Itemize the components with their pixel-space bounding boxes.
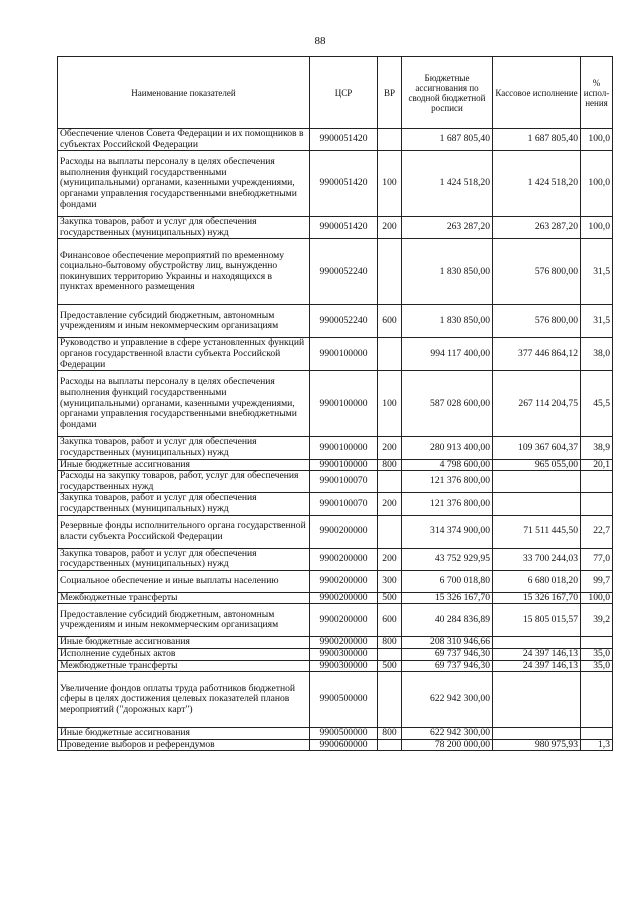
cell-pct xyxy=(581,471,613,493)
cell-csr: 9900500000 xyxy=(310,672,378,728)
cell-assigned: 40 284 836,89 xyxy=(402,604,493,637)
table-row xyxy=(58,739,613,751)
table-row xyxy=(58,648,613,660)
cell-assigned: 1 424 518,20 xyxy=(402,151,493,217)
cell-csr: 9900100070 xyxy=(310,471,378,493)
cell-cash xyxy=(493,672,581,728)
cell-assigned: 994 117 400,00 xyxy=(402,338,493,371)
table-row xyxy=(58,217,613,239)
cell-cash: 24 397 146,13 xyxy=(493,648,581,660)
table-header-row xyxy=(58,57,613,129)
cell-vr: 800 xyxy=(378,637,402,649)
table-row xyxy=(58,548,613,570)
cell-name: Расходы на выплаты персоналу в целях обеспечения выполнения функций государственными (муниципальными) органами, казенными учреждениями, органами управления государственными внебюджетными фондами xyxy=(58,371,310,437)
cell-pct: 20,1 xyxy=(581,459,613,471)
cell-cash: 15 805 015,57 xyxy=(493,604,581,637)
cell-csr: 9900100000 xyxy=(310,437,378,459)
cell-csr: 9900200000 xyxy=(310,570,378,592)
cell-cash: 263 287,20 xyxy=(493,217,581,239)
cell-pct: 100,0 xyxy=(581,129,613,151)
cell-cash: 267 114 204,75 xyxy=(493,371,581,437)
cell-vr xyxy=(378,672,402,728)
cell-csr: 9900051420 xyxy=(310,129,378,151)
cell-vr: 200 xyxy=(378,437,402,459)
cell-pct: 31,5 xyxy=(581,239,613,305)
cell-csr: 9900052240 xyxy=(310,305,378,338)
cell-csr: 9900600000 xyxy=(310,739,378,751)
cell-csr: 9900200000 xyxy=(310,548,378,570)
table-row xyxy=(58,604,613,637)
cell-cash: 576 800,00 xyxy=(493,239,581,305)
cell-name: Исполнение судебных актов xyxy=(58,648,310,660)
cell-assigned: 4 798 600,00 xyxy=(402,459,493,471)
header-name: Наименование показателей xyxy=(58,57,310,129)
table-row xyxy=(58,570,613,592)
table-row xyxy=(58,437,613,459)
cell-pct: 35,0 xyxy=(581,660,613,672)
cell-vr: 600 xyxy=(378,604,402,637)
cell-cash: 6 680 018,20 xyxy=(493,570,581,592)
cell-csr: 9900300000 xyxy=(310,648,378,660)
cell-vr xyxy=(378,739,402,751)
cell-vr: 200 xyxy=(378,217,402,239)
cell-pct xyxy=(581,493,613,515)
cell-pct: 31,5 xyxy=(581,305,613,338)
cell-cash: 1 424 518,20 xyxy=(493,151,581,217)
table-row xyxy=(58,493,613,515)
cell-pct: 100,0 xyxy=(581,151,613,217)
cell-pct xyxy=(581,672,613,728)
cell-pct: 1,3 xyxy=(581,739,613,751)
cell-cash: 377 446 864,12 xyxy=(493,338,581,371)
cell-pct xyxy=(581,637,613,649)
cell-csr: 9900200000 xyxy=(310,592,378,604)
cell-pct: 38,9 xyxy=(581,437,613,459)
cell-assigned: 6 700 018,80 xyxy=(402,570,493,592)
cell-name: Расходы на выплаты персоналу в целях обеспечения выполнения функций государственными (муниципальными) органами, казенными учреждениями, органами управления государственными внебюджетными фондами xyxy=(58,151,310,217)
cell-cash: 15 326 167,70 xyxy=(493,592,581,604)
cell-csr: 9900100000 xyxy=(310,338,378,371)
cell-pct: 45,5 xyxy=(581,371,613,437)
cell-vr: 100 xyxy=(378,151,402,217)
cell-name: Предоставление субсидий бюджетным, автономным учреждениям и иным некоммерческим организациям xyxy=(58,305,310,338)
cell-vr: 300 xyxy=(378,570,402,592)
cell-name: Проведение выборов и референдумов xyxy=(58,739,310,751)
cell-assigned: 622 942 300,00 xyxy=(402,728,493,740)
cell-name: Иные бюджетные ассигнования xyxy=(58,728,310,740)
cell-vr xyxy=(378,129,402,151)
cell-cash xyxy=(493,728,581,740)
cell-pct: 100,0 xyxy=(581,592,613,604)
cell-pct: 38,0 xyxy=(581,338,613,371)
cell-cash: 980 975,93 xyxy=(493,739,581,751)
cell-name: Межбюджетные трансферты xyxy=(58,660,310,672)
cell-name: Межбюджетные трансферты xyxy=(58,592,310,604)
cell-csr: 9900100000 xyxy=(310,371,378,437)
cell-csr: 9900200000 xyxy=(310,637,378,649)
cell-pct: 35,0 xyxy=(581,648,613,660)
header-cash: Кассовое исполнение xyxy=(493,57,581,129)
header-pct: % испол-нения xyxy=(581,57,613,129)
cell-name: Закупка товаров, работ и услуг для обеспечения государственных (муниципальных) нужд xyxy=(58,437,310,459)
cell-cash: 576 800,00 xyxy=(493,305,581,338)
cell-cash xyxy=(493,493,581,515)
cell-vr: 800 xyxy=(378,728,402,740)
cell-pct: 77,0 xyxy=(581,548,613,570)
cell-cash: 33 700 244,03 xyxy=(493,548,581,570)
cell-csr: 9900500000 xyxy=(310,728,378,740)
cell-vr xyxy=(378,515,402,548)
cell-assigned: 622 942 300,00 xyxy=(402,672,493,728)
cell-name: Обеспечение членов Совета Федерации и их помощников в субъектах Российской Федерации xyxy=(58,129,310,151)
cell-vr: 100 xyxy=(378,371,402,437)
cell-pct: 39,2 xyxy=(581,604,613,637)
table-row xyxy=(58,459,613,471)
cell-name: Предоставление субсидий бюджетным, автономным учреждениям и иным некоммерческим организациям xyxy=(58,604,310,637)
cell-name: Резервные фонды исполнительного органа государственной власти субъекта Российской Федерации xyxy=(58,515,310,548)
cell-vr: 600 xyxy=(378,305,402,338)
cell-name: Иные бюджетные ассигнования xyxy=(58,637,310,649)
cell-assigned: 69 737 946,30 xyxy=(402,648,493,660)
cell-csr: 9900200000 xyxy=(310,604,378,637)
table-row xyxy=(58,239,613,305)
cell-cash: 965 055,00 xyxy=(493,459,581,471)
page-number: 88 xyxy=(314,35,326,47)
cell-vr xyxy=(378,648,402,660)
cell-assigned: 15 326 167,70 xyxy=(402,592,493,604)
cell-cash: 1 687 805,40 xyxy=(493,129,581,151)
cell-assigned: 69 737 946,30 xyxy=(402,660,493,672)
cell-pct: 99,7 xyxy=(581,570,613,592)
cell-vr: 500 xyxy=(378,660,402,672)
cell-assigned: 587 028 600,00 xyxy=(402,371,493,437)
header-csr: ЦСР xyxy=(310,57,378,129)
cell-name: Финансовое обеспечение мероприятий по временному социально-бытовому обустройству лиц, вынужденно покинувших территорию Украины и находящихся в пунктах временного размещения xyxy=(58,239,310,305)
cell-name: Закупка товаров, работ и услуг для обеспечения государственных (муниципальных) нужд xyxy=(58,493,310,515)
cell-name: Руководство и управление в сфере установленных функций органов государственной власти субъекта Российской Федерации xyxy=(58,338,310,371)
cell-assigned: 121 376 800,00 xyxy=(402,493,493,515)
cell-csr: 9900052240 xyxy=(310,239,378,305)
cell-assigned: 314 374 900,00 xyxy=(402,515,493,548)
cell-name: Социальное обеспечение и иные выплаты населению xyxy=(58,570,310,592)
table-row xyxy=(58,151,613,217)
cell-vr xyxy=(378,239,402,305)
cell-cash: 71 511 445,50 xyxy=(493,515,581,548)
cell-name: Увеличение фондов оплаты труда работников бюджетной сферы в целях достижения целевых показателей планов мероприятий ("дорожных карт") xyxy=(58,672,310,728)
cell-pct: 100,0 xyxy=(581,217,613,239)
header-assigned: Бюджетные ассигнования по сводной бюджетной росписи xyxy=(402,57,493,129)
table-row xyxy=(58,672,613,728)
cell-csr: 9900100070 xyxy=(310,493,378,515)
header-vr: ВР xyxy=(378,57,402,129)
cell-assigned: 121 376 800,00 xyxy=(402,471,493,493)
cell-assigned: 263 287,20 xyxy=(402,217,493,239)
table-row xyxy=(58,129,613,151)
cell-vr: 800 xyxy=(378,459,402,471)
cell-cash: 24 397 146,13 xyxy=(493,660,581,672)
table-row xyxy=(58,660,613,672)
cell-assigned: 78 200 000,00 xyxy=(402,739,493,751)
cell-vr: 200 xyxy=(378,493,402,515)
cell-assigned: 1 687 805,40 xyxy=(402,129,493,151)
table-row xyxy=(58,515,613,548)
cell-assigned: 1 830 850,00 xyxy=(402,239,493,305)
table-row xyxy=(58,728,613,740)
cell-name: Закупка товаров, работ и услуг для обеспечения государственных (муниципальных) нужд xyxy=(58,217,310,239)
cell-name: Закупка товаров, работ и услуг для обеспечения государственных (муниципальных) нужд xyxy=(58,548,310,570)
table-body xyxy=(58,129,613,751)
cell-vr: 500 xyxy=(378,592,402,604)
cell-assigned: 280 913 400,00 xyxy=(402,437,493,459)
table-row xyxy=(58,592,613,604)
cell-csr: 9900051420 xyxy=(310,151,378,217)
cell-vr: 200 xyxy=(378,548,402,570)
table-row xyxy=(58,637,613,649)
cell-pct xyxy=(581,728,613,740)
cell-assigned: 43 752 929,95 xyxy=(402,548,493,570)
cell-name: Иные бюджетные ассигнования xyxy=(58,459,310,471)
cell-csr: 9900051420 xyxy=(310,217,378,239)
table-row xyxy=(58,371,613,437)
budget-execution-table xyxy=(57,56,613,751)
cell-cash: 109 367 604,37 xyxy=(493,437,581,459)
cell-cash xyxy=(493,637,581,649)
table-row xyxy=(58,305,613,338)
cell-vr xyxy=(378,471,402,493)
table-row xyxy=(58,338,613,371)
cell-csr: 9900100000 xyxy=(310,459,378,471)
cell-assigned: 208 310 946,66 xyxy=(402,637,493,649)
cell-csr: 9900300000 xyxy=(310,660,378,672)
cell-csr: 9900200000 xyxy=(310,515,378,548)
cell-cash xyxy=(493,471,581,493)
table-row xyxy=(58,471,613,493)
cell-pct: 22,7 xyxy=(581,515,613,548)
cell-assigned: 1 830 850,00 xyxy=(402,305,493,338)
cell-vr xyxy=(378,338,402,371)
cell-name: Расходы на закупку товаров, работ, услуг для обеспечения государственных нужд xyxy=(58,471,310,493)
